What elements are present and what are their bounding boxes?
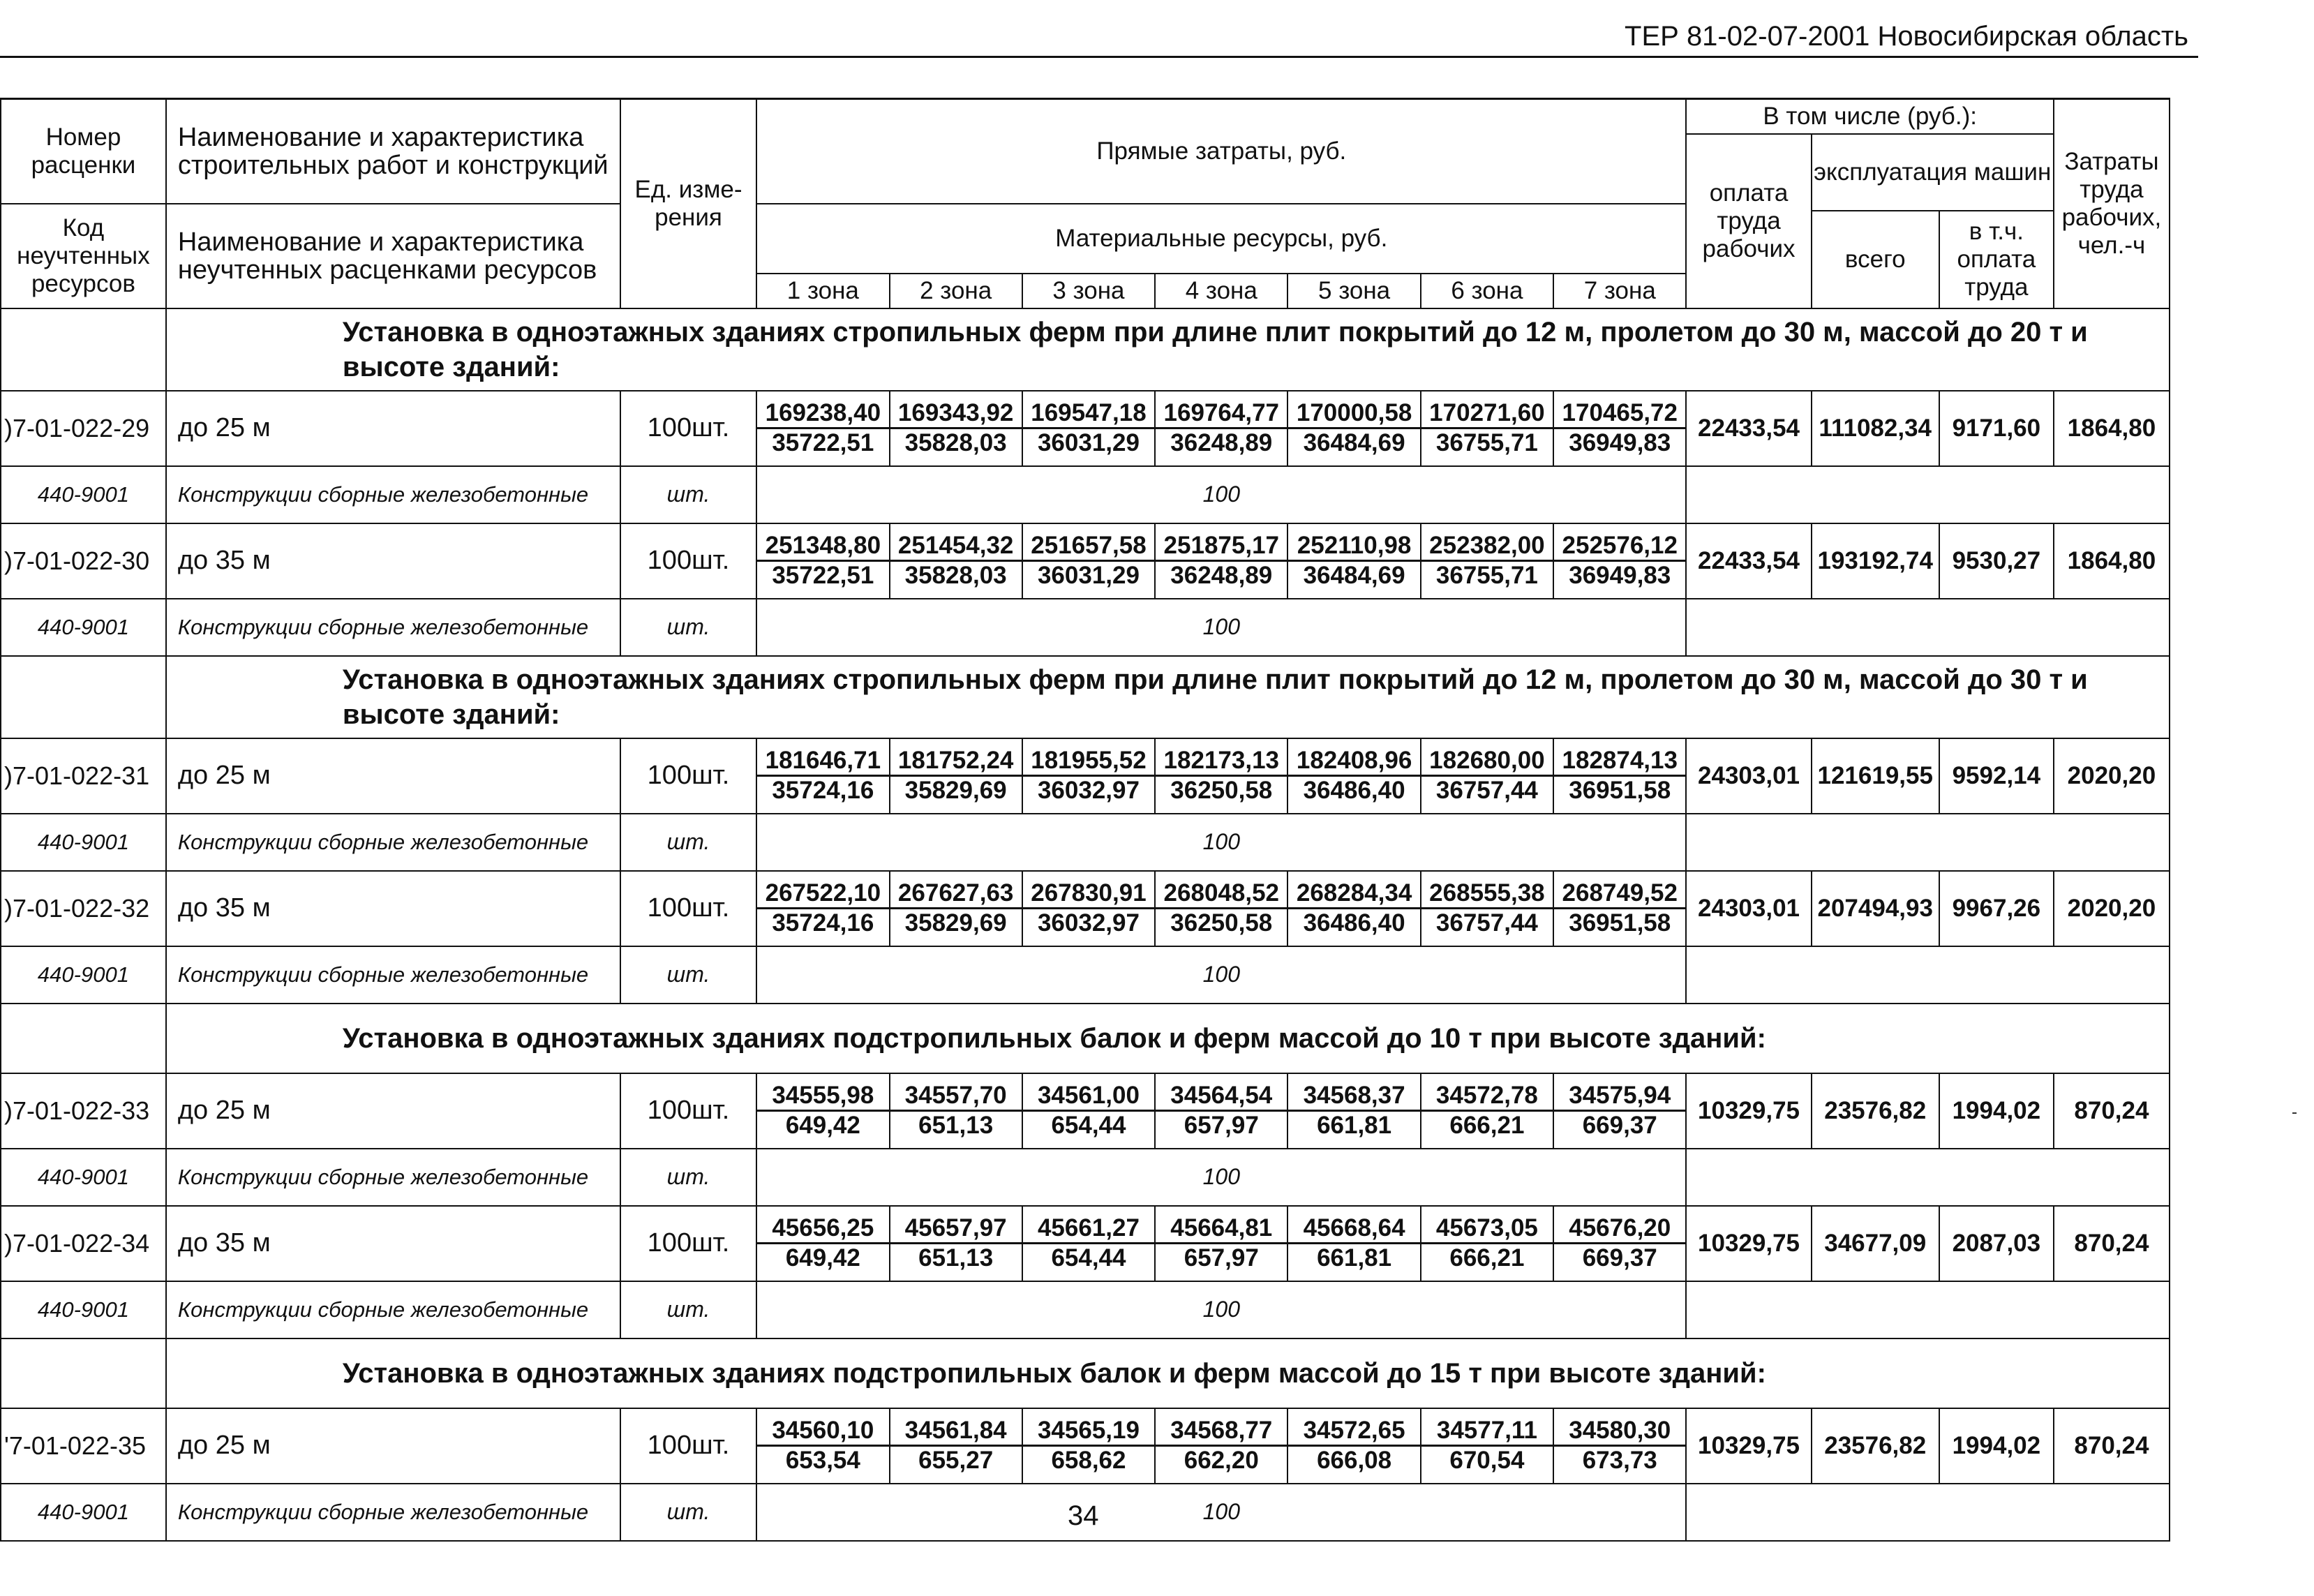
material-cost: 35829,69 — [904, 909, 1007, 937]
header-resource-code: Код неучтенных ресурсов — [1, 204, 166, 308]
resource-unit: шт. — [620, 466, 756, 523]
rate-unit: 100шт. — [620, 523, 756, 599]
resource-quantity: 100 — [756, 946, 1686, 1004]
direct-cost: 251454,32 — [890, 532, 1022, 562]
labor-value: 870,24 — [2054, 1073, 2170, 1149]
resource-unit: шт. — [620, 814, 756, 871]
direct-cost: 182680,00 — [1421, 747, 1553, 777]
material-cost: 654,44 — [1051, 1244, 1126, 1271]
material-cost: 36755,71 — [1435, 429, 1538, 456]
zone-header: 7 зона — [1553, 274, 1686, 308]
zone-cost-cell — [1287, 1073, 1420, 1149]
zone-cost-cell — [1553, 871, 1686, 946]
material-cost: 35829,69 — [904, 777, 1007, 804]
material-cost: 651,13 — [918, 1244, 994, 1271]
zone-cost-cell — [890, 523, 1022, 599]
zone-header: 2 зона — [890, 274, 1022, 308]
direct-cost: 45668,64 — [1288, 1214, 1419, 1244]
header-rule — [0, 56, 2198, 58]
zone-cost-cell — [1287, 1206, 1420, 1281]
material-cost: 36486,40 — [1303, 777, 1405, 804]
rate-code: '7-01-022-35 — [1, 1408, 166, 1484]
section-title: Установка в одноэтажных зданиях подстропильных балок и ферм массой до 10 т при высоте зданий: — [166, 1004, 2170, 1073]
material-cost: 654,44 — [1051, 1112, 1126, 1139]
direct-cost: 182173,13 — [1156, 747, 1287, 777]
direct-cost: 170465,72 — [1554, 399, 1685, 429]
direct-cost: 34564,54 — [1156, 1082, 1287, 1112]
material-cost: 36757,44 — [1435, 909, 1538, 937]
material-cost: 36486,40 — [1303, 909, 1405, 937]
direct-cost: 252382,00 — [1421, 532, 1553, 562]
rates-table — [0, 98, 2170, 1542]
resource-row — [1, 1281, 2170, 1338]
wage-value: 10329,75 — [1686, 1206, 1811, 1281]
zone-cost-cell — [1553, 1408, 1686, 1484]
direct-cost: 45664,81 — [1156, 1214, 1287, 1244]
direct-cost: 34580,30 — [1554, 1417, 1685, 1447]
header-direct-costs: Прямые затраты, руб. — [756, 99, 1686, 204]
zone-cost-cell — [1022, 1408, 1155, 1484]
direct-cost: 34561,84 — [890, 1417, 1022, 1447]
direct-cost: 34572,65 — [1288, 1417, 1419, 1447]
labor-value: 870,24 — [2054, 1206, 2170, 1281]
material-cost: 662,20 — [1184, 1447, 1259, 1474]
table-row — [1, 523, 2170, 599]
zone-cost-cell — [1155, 1206, 1287, 1281]
labor-value: 870,24 — [2054, 1408, 2170, 1484]
direct-cost: 252576,12 — [1554, 532, 1685, 562]
zone-cost-cell — [1022, 1073, 1155, 1149]
machines-wage-value: 1994,02 — [1939, 1073, 2054, 1149]
zone-cost-cell — [756, 871, 889, 946]
direct-cost: 268284,34 — [1288, 879, 1419, 909]
direct-cost: 169547,18 — [1023, 399, 1154, 429]
zone-cost-cell — [1287, 1408, 1420, 1484]
table-row — [1, 1073, 2170, 1149]
zone-cost-cell — [890, 1206, 1022, 1281]
zone-cost-cell — [890, 391, 1022, 466]
material-cost: 36951,58 — [1569, 777, 1671, 804]
rate-unit: 100шт. — [620, 738, 756, 814]
zone-cost-cell — [890, 1408, 1022, 1484]
zone-cost-cell — [1155, 523, 1287, 599]
header-including: В том числе (руб.): — [1686, 99, 2053, 134]
zone-cost-cell — [1553, 391, 1686, 466]
zone-cost-cell — [1421, 1206, 1553, 1281]
wage-value: 24303,01 — [1686, 738, 1811, 814]
resource-name: Конструкции сборные железобетонные — [166, 1149, 620, 1206]
direct-cost: 45661,27 — [1023, 1214, 1154, 1244]
zone-cost-cell — [1421, 738, 1553, 814]
direct-cost: 181955,52 — [1023, 747, 1154, 777]
direct-cost: 169238,40 — [757, 399, 888, 429]
zone-cost-cell — [1553, 523, 1686, 599]
wage-value: 10329,75 — [1686, 1073, 1811, 1149]
direct-cost: 181752,24 — [890, 747, 1022, 777]
material-cost: 35828,03 — [904, 429, 1007, 456]
header-unit: Ед. изме-рения — [620, 99, 756, 308]
material-cost: 36031,29 — [1037, 562, 1140, 589]
header-machines: эксплуатация машин — [1812, 134, 2054, 211]
resource-quantity: 100 — [756, 599, 1686, 656]
zone-cost-cell — [1553, 1073, 1686, 1149]
zone-cost-cell — [1421, 871, 1553, 946]
direct-cost: 267522,10 — [757, 879, 888, 909]
material-cost: 669,37 — [1582, 1112, 1657, 1139]
direct-cost: 45657,97 — [890, 1214, 1022, 1244]
section-spacer — [1, 1004, 166, 1073]
material-cost: 649,42 — [785, 1244, 860, 1271]
section-title: Установка в одноэтажных зданиях стропильных ферм при длине плит покрытий до 12 м, пролетом до 30 м, массой до 30 т и высоте зданий: — [166, 656, 2170, 738]
machines-wage-value: 1994,02 — [1939, 1408, 2054, 1484]
zone-cost-cell — [1287, 523, 1420, 599]
resource-code: 440-9001 — [1, 1149, 166, 1206]
machines-total-value: 207494,93 — [1812, 871, 1939, 946]
material-cost: 653,54 — [785, 1447, 860, 1474]
material-cost: 36032,97 — [1037, 909, 1140, 937]
material-cost: 661,81 — [1317, 1244, 1392, 1271]
material-cost: 655,27 — [918, 1447, 994, 1474]
direct-cost: 268555,38 — [1421, 879, 1553, 909]
rate-code: )7-01-022-33 — [1, 1073, 166, 1149]
resource-name: Конструкции сборные железобетонные — [166, 1484, 620, 1541]
section-spacer — [1, 308, 166, 391]
zone-cost-cell — [756, 523, 889, 599]
wage-value: 10329,75 — [1686, 1408, 1811, 1484]
page-number: 34 — [1068, 1500, 1099, 1531]
rate-name: до 25 м — [166, 1073, 620, 1149]
direct-cost: 251348,80 — [757, 532, 888, 562]
direct-cost: 251657,58 — [1023, 532, 1154, 562]
resource-quantity: 100 — [756, 1484, 1686, 1541]
material-cost: 36484,69 — [1303, 429, 1405, 456]
material-cost: 666,21 — [1449, 1244, 1525, 1271]
zone-cost-cell — [1287, 738, 1420, 814]
zone-cost-cell — [1022, 391, 1155, 466]
direct-cost: 170271,60 — [1421, 399, 1553, 429]
machines-total-value: 23576,82 — [1812, 1073, 1939, 1149]
header-machines-wage: в т.ч. оплата труда — [1939, 211, 2054, 308]
material-cost: 36949,83 — [1569, 429, 1671, 456]
direct-cost: 267627,63 — [890, 879, 1022, 909]
section-spacer — [1, 1338, 166, 1408]
document-header: ТЕР 81-02-07-2001 Новосибирская область — [1625, 21, 2188, 52]
table-row — [1, 871, 2170, 946]
material-cost: 35722,51 — [772, 562, 874, 589]
resource-quantity: 100 — [756, 466, 1686, 523]
resource-row — [1, 1149, 2170, 1206]
zone-cost-cell — [756, 738, 889, 814]
resource-unit: шт. — [620, 1484, 756, 1541]
material-cost: 36032,97 — [1037, 777, 1140, 804]
rate-unit: 100шт. — [620, 1206, 756, 1281]
header-materials: Материальные ресурсы, руб. — [756, 204, 1686, 274]
material-cost: 36248,89 — [1170, 562, 1273, 589]
material-cost: 669,37 — [1582, 1244, 1657, 1271]
table-row — [1, 1408, 2170, 1484]
wage-value: 22433,54 — [1686, 391, 1811, 466]
rate-name: до 25 м — [166, 738, 620, 814]
header-labor: Затраты труда рабочих, чел.-ч — [2054, 99, 2170, 308]
material-cost: 661,81 — [1317, 1112, 1392, 1139]
rate-name: до 25 м — [166, 1408, 620, 1484]
material-cost: 35724,16 — [772, 777, 874, 804]
resource-name: Конструкции сборные железобетонные — [166, 946, 620, 1004]
rate-unit: 100шт. — [620, 391, 756, 466]
header-resource-name: Наименование и характеристика неучтенных расценками ресурсов — [166, 204, 620, 308]
direct-cost: 268749,52 — [1554, 879, 1685, 909]
rate-code: )7-01-022-30 — [1, 523, 166, 599]
material-cost: 36949,83 — [1569, 562, 1671, 589]
zone-cost-cell — [1421, 1408, 1553, 1484]
material-cost: 36031,29 — [1037, 429, 1140, 456]
zone-header: 4 зона — [1155, 274, 1287, 308]
material-cost: 666,21 — [1449, 1112, 1525, 1139]
direct-cost: 182408,96 — [1288, 747, 1419, 777]
resource-empty — [1686, 1281, 2170, 1338]
material-cost: 666,08 — [1317, 1447, 1392, 1474]
machines-total-value: 23576,82 — [1812, 1408, 1939, 1484]
direct-cost: 34575,94 — [1554, 1082, 1685, 1112]
resource-name: Конструкции сборные железобетонные — [166, 814, 620, 871]
machines-total-value: 193192,74 — [1812, 523, 1939, 599]
section-spacer — [1, 656, 166, 738]
resource-name: Конструкции сборные железобетонные — [166, 1281, 620, 1338]
zone-cost-cell — [1287, 391, 1420, 466]
material-cost: 36484,69 — [1303, 562, 1405, 589]
resource-unit: шт. — [620, 1149, 756, 1206]
material-cost: 36248,89 — [1170, 429, 1273, 456]
resource-empty — [1686, 946, 2170, 1004]
labor-value: 2020,20 — [2054, 871, 2170, 946]
header-machines-total: всего — [1812, 211, 1939, 308]
rate-unit: 100шт. — [620, 1408, 756, 1484]
material-cost: 35828,03 — [904, 562, 1007, 589]
labor-value: 1864,80 — [2054, 391, 2170, 466]
zone-header: 3 зона — [1022, 274, 1155, 308]
labor-value: 1864,80 — [2054, 523, 2170, 599]
material-cost: 670,54 — [1449, 1447, 1525, 1474]
direct-cost: 267830,91 — [1023, 879, 1154, 909]
direct-cost: 169343,92 — [890, 399, 1022, 429]
resource-code: 440-9001 — [1, 466, 166, 523]
resource-code: 440-9001 — [1, 814, 166, 871]
zone-cost-cell — [1155, 1408, 1287, 1484]
rate-unit: 100шт. — [620, 871, 756, 946]
resource-quantity: 100 — [756, 1149, 1686, 1206]
direct-cost: 34577,11 — [1421, 1417, 1553, 1447]
zone-cost-cell — [1553, 738, 1686, 814]
direct-cost: 181646,71 — [757, 747, 888, 777]
material-cost: 36951,58 — [1569, 909, 1671, 937]
zone-cost-cell — [1421, 523, 1553, 599]
zone-cost-cell — [756, 1408, 889, 1484]
direct-cost: 34557,70 — [890, 1082, 1022, 1112]
rate-code: )7-01-022-29 — [1, 391, 166, 466]
zone-cost-cell — [890, 1073, 1022, 1149]
direct-cost: 252110,98 — [1288, 532, 1419, 562]
material-cost: 36757,44 — [1435, 777, 1538, 804]
zone-cost-cell — [1022, 1206, 1155, 1281]
direct-cost: 34560,10 — [757, 1417, 888, 1447]
rate-name: до 35 м — [166, 1206, 620, 1281]
zone-cost-cell — [1155, 391, 1287, 466]
zone-cost-cell — [890, 871, 1022, 946]
rate-name: до 35 м — [166, 871, 620, 946]
table-row — [1, 738, 2170, 814]
material-cost: 35722,51 — [772, 429, 874, 456]
resource-empty — [1686, 1484, 2170, 1541]
material-cost: 36250,58 — [1170, 777, 1273, 804]
direct-cost: 45676,20 — [1554, 1214, 1685, 1244]
machines-total-value: 111082,34 — [1812, 391, 1939, 466]
header-rate-number: Номер расценки — [1, 99, 166, 204]
material-cost: 651,13 — [918, 1112, 994, 1139]
resource-empty — [1686, 599, 2170, 656]
rate-name: до 25 м — [166, 391, 620, 466]
zone-cost-cell — [1421, 391, 1553, 466]
resource-code: 440-9001 — [1, 599, 166, 656]
direct-cost: 34555,98 — [757, 1082, 888, 1112]
direct-cost: 34565,19 — [1023, 1417, 1154, 1447]
rate-code: )7-01-022-32 — [1, 871, 166, 946]
direct-cost: 170000,58 — [1288, 399, 1419, 429]
resource-code: 440-9001 — [1, 1281, 166, 1338]
resource-row — [1, 946, 2170, 1004]
zone-cost-cell — [1421, 1073, 1553, 1149]
resource-unit: шт. — [620, 946, 756, 1004]
zone-header: 1 зона — [756, 274, 889, 308]
direct-cost: 45673,05 — [1421, 1214, 1553, 1244]
resource-code: 440-9001 — [1, 1484, 166, 1541]
material-cost: 657,97 — [1184, 1244, 1259, 1271]
resource-row — [1, 814, 2170, 871]
zone-cost-cell — [1287, 871, 1420, 946]
edge-mark — [2292, 1112, 2297, 1114]
zone-header: 5 зона — [1287, 274, 1420, 308]
section-title: Установка в одноэтажных зданиях подстропильных балок и ферм массой до 15 т при высоте зданий: — [166, 1338, 2170, 1408]
direct-cost: 45656,25 — [757, 1214, 888, 1244]
machines-total-value: 121619,55 — [1812, 738, 1939, 814]
section-title: Установка в одноэтажных зданиях стропильных ферм при длине плит покрытий до 12 м, пролетом до 30 м, массой до 20 т и высоте зданий: — [166, 308, 2170, 391]
zone-cost-cell — [1155, 738, 1287, 814]
material-cost: 673,73 — [1582, 1447, 1657, 1474]
zone-cost-cell — [756, 391, 889, 466]
direct-cost: 169764,77 — [1156, 399, 1287, 429]
material-cost: 36250,58 — [1170, 909, 1273, 937]
direct-cost: 268048,52 — [1156, 879, 1287, 909]
rate-unit: 100шт. — [620, 1073, 756, 1149]
zone-header: 6 зона — [1421, 274, 1553, 308]
zone-cost-cell — [890, 738, 1022, 814]
resource-quantity: 100 — [756, 1281, 1686, 1338]
zone-cost-cell — [1022, 738, 1155, 814]
zone-cost-cell — [756, 1073, 889, 1149]
header-work-name: Наименование и характеристика строительных работ и конструкций — [166, 99, 620, 204]
table-row — [1, 391, 2170, 466]
header-wage: оплата труда рабочих — [1686, 134, 1811, 308]
resource-unit: шт. — [620, 1281, 756, 1338]
direct-cost: 34568,37 — [1288, 1082, 1419, 1112]
resource-empty — [1686, 1149, 2170, 1206]
direct-cost: 34561,00 — [1023, 1082, 1154, 1112]
machines-total-value: 34677,09 — [1812, 1206, 1939, 1281]
resource-name: Конструкции сборные железобетонные — [166, 466, 620, 523]
zone-cost-cell — [1155, 1073, 1287, 1149]
machines-wage-value: 2087,03 — [1939, 1206, 2054, 1281]
material-cost: 35724,16 — [772, 909, 874, 937]
resource-row — [1, 599, 2170, 656]
resource-name: Конструкции сборные железобетонные — [166, 599, 620, 656]
machines-wage-value: 9592,14 — [1939, 738, 2054, 814]
machines-wage-value: 9171,60 — [1939, 391, 2054, 466]
material-cost: 649,42 — [785, 1112, 860, 1139]
labor-value: 2020,20 — [2054, 738, 2170, 814]
material-cost: 657,97 — [1184, 1112, 1259, 1139]
resource-code: 440-9001 — [1, 946, 166, 1004]
material-cost: 36755,71 — [1435, 562, 1538, 589]
machines-wage-value: 9530,27 — [1939, 523, 2054, 599]
wage-value: 24303,01 — [1686, 871, 1811, 946]
resource-empty — [1686, 814, 2170, 871]
rate-name: до 35 м — [166, 523, 620, 599]
resource-empty — [1686, 466, 2170, 523]
material-cost: 658,62 — [1051, 1447, 1126, 1474]
wage-value: 22433,54 — [1686, 523, 1811, 599]
zone-cost-cell — [756, 1206, 889, 1281]
zone-cost-cell — [1553, 1206, 1686, 1281]
resource-row — [1, 466, 2170, 523]
rate-code: )7-01-022-31 — [1, 738, 166, 814]
zone-cost-cell — [1022, 523, 1155, 599]
zone-cost-cell — [1155, 871, 1287, 946]
zone-cost-cell — [1022, 871, 1155, 946]
direct-cost: 34568,77 — [1156, 1417, 1287, 1447]
direct-cost: 251875,17 — [1156, 532, 1287, 562]
machines-wage-value: 9967,26 — [1939, 871, 2054, 946]
table-row — [1, 1206, 2170, 1281]
resource-quantity: 100 — [756, 814, 1686, 871]
direct-cost: 34572,78 — [1421, 1082, 1553, 1112]
direct-cost: 182874,13 — [1554, 747, 1685, 777]
rate-code: )7-01-022-34 — [1, 1206, 166, 1281]
resource-unit: шт. — [620, 599, 756, 656]
